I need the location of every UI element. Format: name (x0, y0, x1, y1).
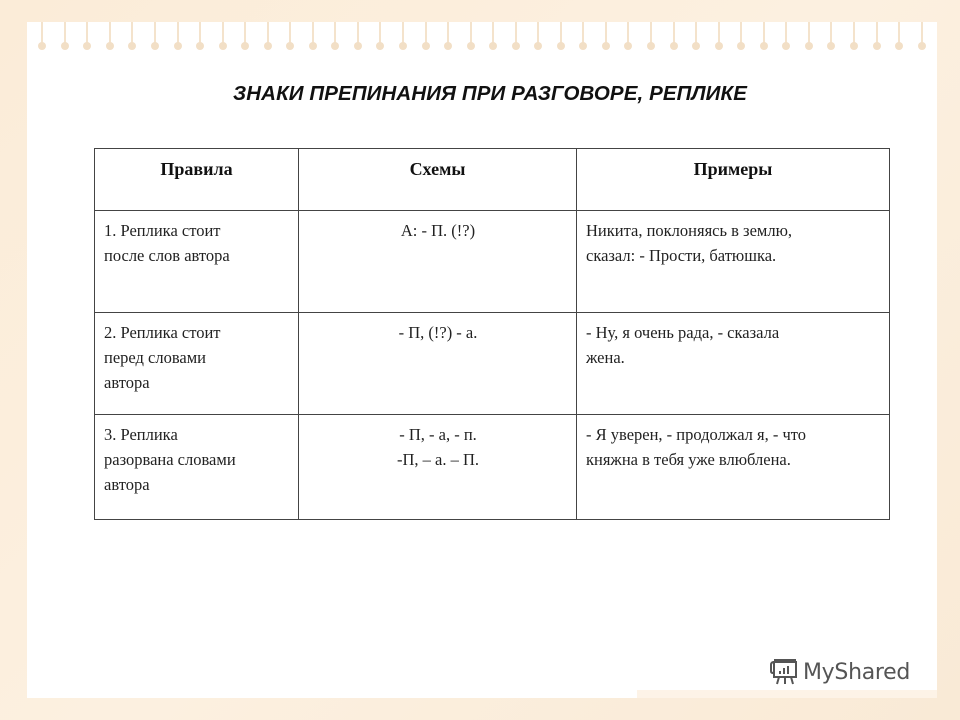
scheme-text: -П, – а. – П. (396, 450, 480, 469)
rule-text: автора (104, 475, 150, 494)
paper-edge (637, 690, 937, 698)
binding-ring (286, 22, 294, 56)
rule-text: после слов автора (104, 246, 230, 265)
binding-ring (557, 22, 565, 56)
punctuation-rules-table (94, 148, 890, 520)
example-text: - Ну, я очень рада, - сказала (586, 323, 780, 342)
table-row (95, 211, 890, 313)
scheme-cell (299, 211, 577, 313)
binding-ring (83, 22, 91, 56)
scheme-text: - П, - а, - п. (399, 425, 477, 444)
binding-ring (918, 22, 926, 56)
binding-ring (760, 22, 768, 56)
slide-title: ЗНАКИ ПРЕПИНАНИЯ ПРИ РАЗГОВОРЕ, РЕПЛИКЕ (233, 82, 747, 105)
table-row (95, 415, 890, 520)
binding-ring (737, 22, 745, 56)
rule-cell (95, 211, 299, 313)
binding-ring (647, 22, 655, 56)
example-text: княжна в тебя уже влюблена. (586, 450, 791, 469)
scheme-text: - П, (!?) - а. (398, 323, 478, 342)
binding-ring (444, 22, 452, 56)
binding-ring (174, 22, 182, 56)
watermark-text: MyShared (803, 659, 911, 685)
example-cell (577, 313, 890, 415)
binding-ring (151, 22, 159, 56)
table-row (95, 313, 890, 415)
binding-ring (624, 22, 632, 56)
binding-ring (241, 22, 249, 56)
example-text: сказал: - Прости, батюшка. (586, 246, 777, 265)
example-text: Никита, поклоняясь в землю, (586, 221, 793, 240)
header-rules: Правила (95, 149, 299, 211)
presentation-board-icon (768, 656, 800, 688)
example-cell (577, 211, 890, 313)
rule-text: 1. Реплика стоит (104, 221, 221, 240)
binding-ring (399, 22, 407, 56)
binding-ring (467, 22, 475, 56)
binding-ring (692, 22, 700, 56)
binding-ring (534, 22, 542, 56)
rule-text: 2. Реплика стоит (104, 323, 221, 342)
scheme-text: А: - П. (!?) (400, 221, 476, 240)
binding-ring (489, 22, 497, 56)
header-examples: Примеры (577, 149, 890, 211)
header-schemes: Схемы (299, 149, 577, 211)
table-header-row (95, 149, 890, 211)
binding-ring (376, 22, 384, 56)
example-text: жена. (586, 348, 625, 367)
scheme-cell (299, 415, 577, 520)
binding-ring (579, 22, 587, 56)
scheme-cell (299, 313, 577, 415)
example-cell (577, 415, 890, 520)
binding-ring (422, 22, 430, 56)
binding-ring (264, 22, 272, 56)
myshared-watermark (768, 656, 910, 688)
binding-ring (895, 22, 903, 56)
binding-ring (354, 22, 362, 56)
rule-text: разорвана словами (104, 450, 236, 469)
binding-ring (512, 22, 520, 56)
binding-ring (331, 22, 339, 56)
binding-ring (106, 22, 114, 56)
binding-ring (61, 22, 69, 56)
rule-text: перед словами (104, 348, 207, 367)
binding-ring (38, 22, 46, 56)
binding-ring (715, 22, 723, 56)
binding-ring (850, 22, 858, 56)
rule-cell (95, 415, 299, 520)
binding-ring (219, 22, 227, 56)
binding-ring (805, 22, 813, 56)
rule-text: 3. Реплика (104, 425, 178, 444)
example-text: - Я уверен, - продолжал я, - что (586, 425, 807, 444)
binding-ring (309, 22, 317, 56)
binding-ring (196, 22, 204, 56)
binding-ring (873, 22, 881, 56)
binding-ring (782, 22, 790, 56)
rule-cell (95, 313, 299, 415)
binding-ring (827, 22, 835, 56)
binding-ring (128, 22, 136, 56)
binding-ring (670, 22, 678, 56)
rule-text: автора (104, 373, 150, 392)
spiral-binding (27, 22, 937, 56)
binding-ring (602, 22, 610, 56)
